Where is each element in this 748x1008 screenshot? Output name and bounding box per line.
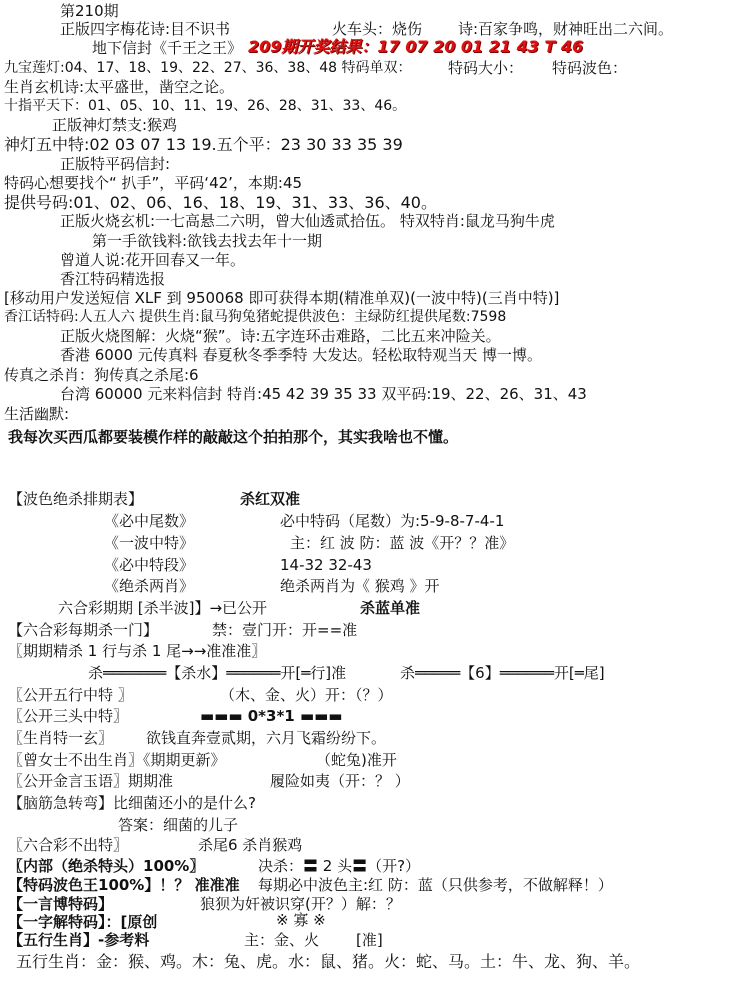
three-head-label: 〖公开三头中特〗 — [8, 707, 129, 725]
flat-envelope: 正版特平码信封: — [60, 155, 171, 173]
zodiac-poem: 生肖玄机诗:太平盛世，凿空之论。 — [4, 78, 235, 96]
sms-notice: [移动用户发送短信 XLF 到 950068 即可获得本期(精准单双)(一波中特)(三肖中特)] — [4, 289, 560, 307]
ten-fingers: 十指平天下：01、05、10、11、19、26、28、31、33、46。 — [4, 98, 407, 114]
one-wave-label: 《一波中特》 — [104, 534, 195, 552]
plum-poem: 正版四字梅花诗:目不识书 — [60, 20, 231, 38]
kill-red: 杀红双准 — [240, 490, 301, 508]
must-tail-label: 《必中尾数》 — [104, 512, 195, 530]
special-size: 特码大小： — [448, 59, 524, 77]
humor-text: 我每次买西瓜都要装模作样的敲敲这个拍拍那个，其实我啥也不懂。 — [8, 428, 459, 446]
provided-numbers: 提供号码:01、02、06、16、18、19、31、33、36、40。 — [4, 193, 437, 212]
ms-tsang-label: 〖曾女士不出生肖〗《期期更新》 — [8, 751, 226, 769]
must-segment-label: 《必中特段》 — [104, 556, 195, 574]
five-element: （木、金、火）开：（？） — [220, 686, 393, 704]
riddle: 【脑筋急转弯】比细菌还小的是什么? — [8, 794, 256, 812]
must-tail: 必中特码（尾数）为:5-9-8-7-4-1 — [280, 512, 505, 530]
inner-kill: 决杀：〓 2 头〓（开?） — [258, 857, 421, 875]
lotus-lamp: 九宝莲灯:04、17、18、19、22、27、36、38、48 特码单双： — [4, 60, 412, 76]
golden-words-label: 〖公开金言玉语〗期期准 — [8, 772, 174, 790]
fire-mystery: 正版火烧玄机:一七高悬二六明，曾大仙透贰拾伍。 特双特肖:鼠龙马狗牛虎 — [60, 212, 555, 230]
special-color: 特码波色： — [552, 59, 628, 77]
five-zodiac-label: 【五行生肖】-参考料 — [8, 931, 150, 949]
fire-diagram: 正版火烧图解：火烧“猴”。诗:五字连环击难路，二比五来冲险关。 — [60, 327, 501, 345]
lamp-forbidden: 正版神灯禁支:猴鸡 — [52, 116, 178, 134]
one-word: 狼狈为奸被识穿(开？）解：？ — [200, 895, 401, 913]
zodiac-mystery: 欲钱直奔壹贰期，六月飞霜纷纷下。 — [146, 729, 387, 747]
five-zodiac-main: 主：金、火 — [244, 931, 320, 949]
three-head: ▬▬▬ 0*3*1 ▬▬▬ — [200, 707, 343, 725]
one-char: ※ 寡 ※ — [276, 911, 326, 929]
color-table-title: 【波色绝杀排期表】 — [8, 490, 144, 508]
kill-water: 杀═══════【杀水】══════开[═行]准 — [88, 664, 347, 682]
color-king: 每期必中波色主:红 防：蓝（只供参考，不做解释！） — [258, 876, 613, 894]
ms-tsang: （蛇兔)准开 — [316, 751, 397, 769]
five-zodiac-tag: [准] — [356, 931, 383, 949]
no-special: 杀尾6 杀肖猴鸡 — [198, 836, 303, 854]
kill-two: 绝杀两肖为《 猴鸡 》开 — [280, 577, 440, 595]
kill-two-label: 《绝杀两肖》 — [104, 577, 195, 595]
pickpocket: 特码心想要找个“ 扒手”，平码‘42’，本期:45 — [4, 174, 303, 192]
humor-label: 生活幽默: — [4, 405, 70, 423]
taiwan-envelope: 台湾 60000 元来料信封 特肖:45 42 39 35 33 双平码:19、22、26、31、43 — [60, 385, 587, 403]
precise-kill: 〖期期精杀 1 行与杀 1 尾→→准准准〗 — [8, 642, 267, 660]
one-wave: 主：红 波 防：蓝 波《开？？准》 — [290, 534, 515, 552]
half-wave-label: 六合彩期期 [杀半波]】→已公开 — [58, 599, 268, 617]
poem-text: 诗:百家争鸣，财神旺出二六间。 — [458, 20, 674, 38]
color-king-label: 【特码波色王100%】！？ 准准准 — [8, 876, 240, 894]
draw-result: 209期开奖结果：17 07 20 01 21 43 T 46 — [248, 37, 584, 56]
lamp-five: 神灯五中特:02 03 07 13 19.五个平：23 30 33 35 39 — [4, 135, 403, 154]
kill-one-door: 禁：壹门开：开==准 — [212, 621, 358, 639]
zodiac-mystery-label: 〖生肖特一玄〗 — [8, 729, 114, 747]
first-hand: 第一手欲钱料:欲钱去找去年十一期 — [92, 232, 323, 250]
kill-one-door-label: 【六合彩每期杀一门】 — [8, 621, 159, 639]
hk-fax: 香港 6000 元传真料 春夏秋冬季季特 大发达。轻松取特观当天 博一博。 — [60, 346, 543, 364]
one-word-label: 【一言博特码】 — [8, 895, 114, 913]
five-element-label: 〖公开五行中特 〗 — [8, 686, 133, 704]
underground-envelope: 地下信封《千王之王》 — [92, 39, 243, 57]
riddle-answer: 答案：细菌的儿子 — [118, 816, 239, 834]
train-head: 火车头：烧伤 — [332, 20, 423, 38]
five-zodiac-list: 五行生肖：金：猴、鸡。木：兔、虎。水：鼠、猪。火：蛇、马。土：牛、龙、狗、羊。 — [16, 952, 641, 971]
must-segment: 14-32 32-43 — [280, 556, 372, 574]
kill-tail-six: 杀═════【6】══════开[═尾] — [400, 664, 605, 682]
one-char-label: 【一字解特码】：[原创 — [8, 913, 158, 931]
tsang-says: 曾道人说:花开回春又一年。 — [60, 251, 246, 269]
golden-words: 履险如夷（开：？ ） — [270, 772, 410, 790]
fax-kill: 传真之杀肖：狗传真之杀尾:6 — [4, 366, 199, 384]
period-label: 第210期 — [60, 2, 119, 20]
inner-kill-label: 〖内部（绝杀特头）100%〗 — [8, 857, 205, 875]
hk-talk: 香江话特码:人五人六 提供生肖:鼠马狗兔猪蛇提供波色：主绿防红提供尾数:7598 — [4, 309, 507, 325]
no-special-label: 〖六合彩不出特〗 — [8, 836, 129, 854]
hk-selection: 香江特码精选报 — [60, 270, 166, 288]
kill-blue: 杀蓝单准 — [360, 599, 421, 617]
